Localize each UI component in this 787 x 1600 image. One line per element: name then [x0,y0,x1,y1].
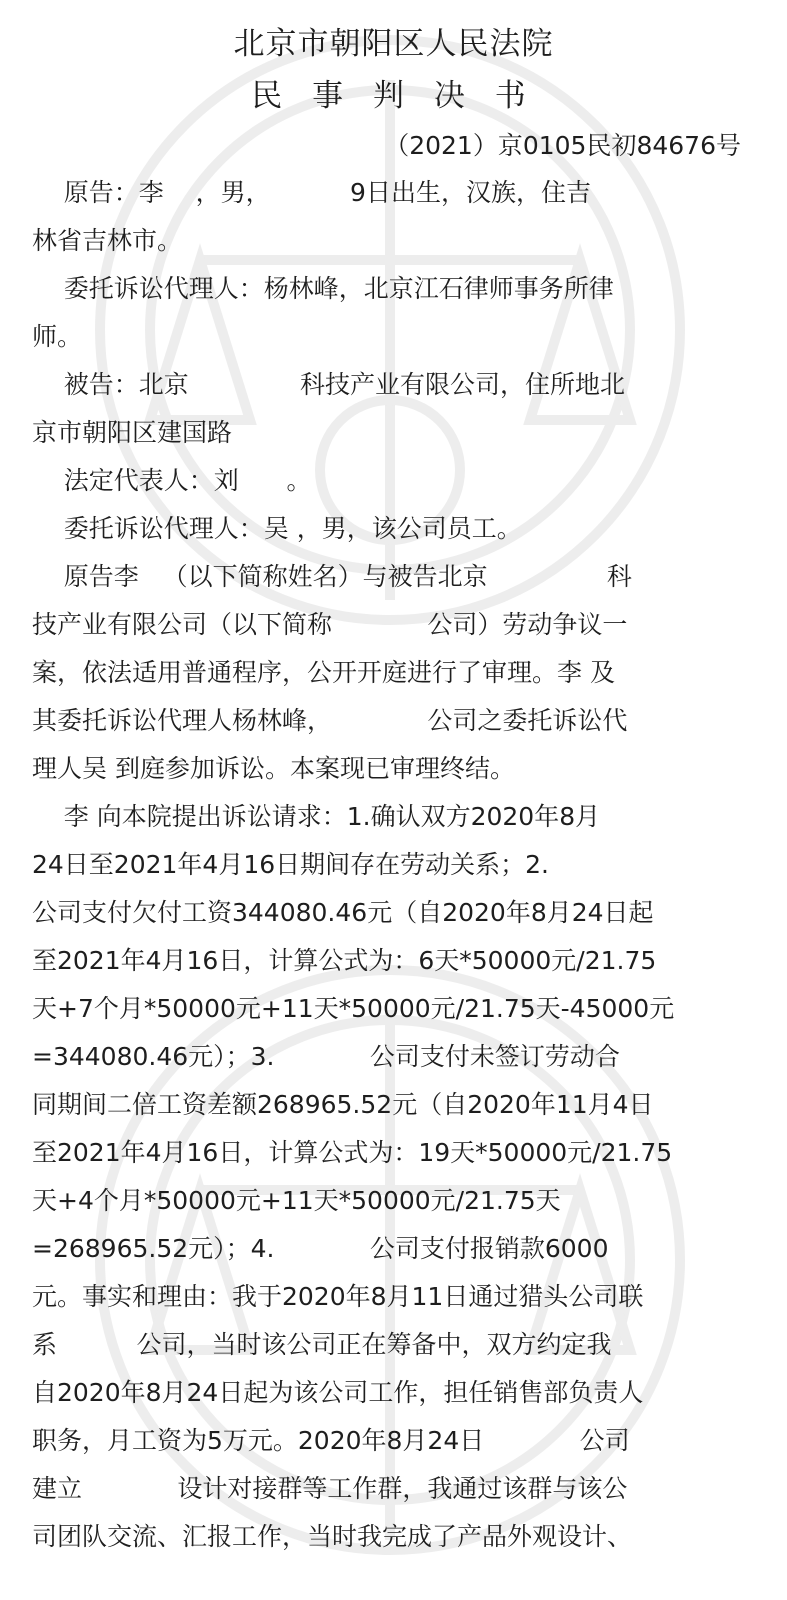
text-line: 至2021年4月16日，计算公式为：6天*50000元/21.75 [32,946,657,975]
text-line: 京市朝阳区建国路 [32,418,233,447]
court-name: 北京市朝阳区人民法院 [233,26,554,62]
case-number: （2021）京0105民初84676号 [384,131,741,160]
text-line: 师。 [32,322,83,351]
document-type: 民 事 判 决 书 [251,78,536,114]
text-line: 自2020年8月24日起为该公司工作，担任销售部负责人 [32,1378,644,1407]
text-line: 24日至2021年4月16日期间存在劳动关系；2. [32,850,550,879]
text-line: 职务，月工资为5万元。2020年8月24日 公司 [32,1426,630,1455]
text-line: =344080.46元）；3. 公司支付未签订劳动合 [32,1042,620,1071]
text-line: 至2021年4月16日，计算公式为：19天*50000元/21.75 [32,1138,673,1167]
text-line: 技产业有限公司（以下简称 公司）劳动争议一 [32,610,628,639]
text-line: 原告李 （以下简称姓名）与被告北京 科 [32,562,632,591]
text-line: 建立 设计对接群等工作群，我通过该群与该公 [32,1474,628,1503]
text-line: 公司支付欠付工资344080.46元（自2020年8月24日起 [32,898,654,927]
text-line: 委托诉讼代理人：杨林峰，北京江石律师事务所律 [32,274,614,303]
text-line: 系 公司，当时该公司正在筹备中，双方约定我 [32,1330,612,1359]
text-line: 天+7个月*50000元+11天*50000元/21.75天-45000元 [32,994,675,1023]
text-line: 理人吴 到庭参加诉讼。本案现已审理终结。 [32,754,515,783]
text-line: 案，依法适用普通程序，公开开庭进行了审理。李 及 [32,658,615,687]
text-line: 天+4个月*50000元+11天*50000元/21.75天 [32,1186,561,1215]
text-line: 元。事实和理由：我于2020年8月11日通过猎头公司联 [32,1282,644,1311]
text-line: 李 向本院提出诉讼请求：1.确认双方2020年8月 [32,802,601,831]
text-line: 委托诉讼代理人：吴 ，男，该公司员工。 [32,514,522,543]
text-line: 司团队交流、汇报工作，当时我完成了产品外观设计、 [32,1522,633,1551]
text-line: =268965.52元）；4. 公司支付报销款6000 [32,1234,609,1263]
judgment-body [32,169,744,1561]
text-line: 原告：李 ，男， 9日出生，汉族，住吉 [32,178,591,207]
text-line: 林省吉林市。 [32,226,183,255]
text-line: 被告：北京 科技产业有限公司，住所地北 [32,370,626,399]
text-line: 同期间二倍工资差额268965.52元（自2020年11月4日 [32,1090,654,1119]
text-line: 其委托诉讼代理人杨林峰， 公司之委托诉讼代 [32,706,628,735]
text-line: 法定代表人：刘 。 [32,466,312,495]
